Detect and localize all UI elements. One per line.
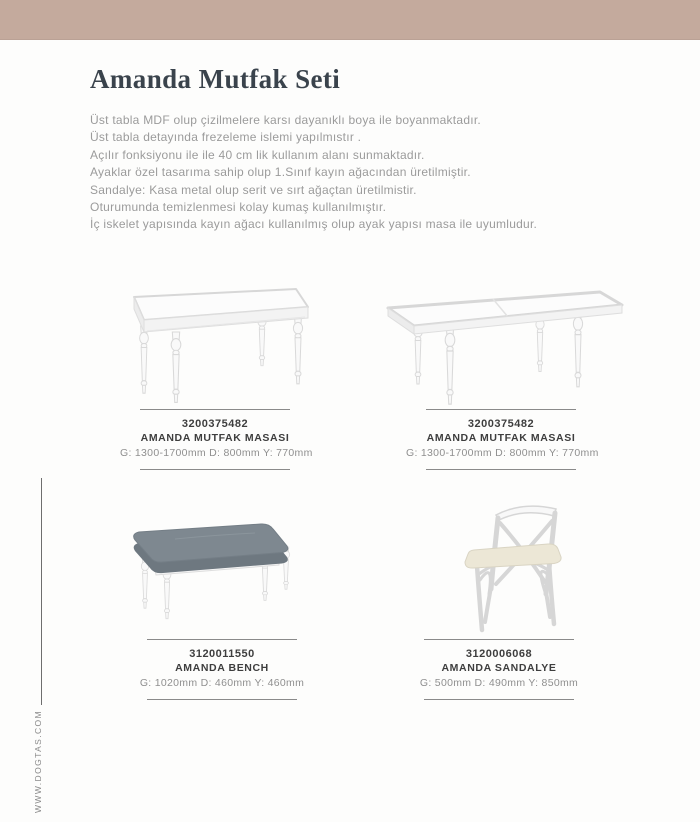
product-name: AMANDA BENCH <box>175 662 269 674</box>
divider <box>424 699 574 700</box>
product-dimensions: G: 1300-1700mm D: 800mm Y: 770mm <box>120 447 313 459</box>
description-line: Üst tabla detayında frezeleme islemi yapılmıstır . <box>90 130 362 145</box>
chair-image <box>420 494 580 644</box>
divider <box>424 639 574 640</box>
product-name: AMANDA MUTFAK MASASI <box>426 432 576 444</box>
description-line: Ayaklar özel tasarıma sahip olup 1.Sınıf kayın ağacından üretilmiştir. <box>90 165 471 180</box>
product-card-chair <box>404 639 594 700</box>
description-line: İç iskelet yapısında kayın ağacı kullanılmış olup ayak yapısı masa ile uyumludur. <box>90 217 538 232</box>
website-vertical-text: WWW.DOGTAS.COM <box>33 710 43 814</box>
sidebar-rule <box>41 478 42 705</box>
divider <box>140 469 290 470</box>
divider <box>147 639 297 640</box>
dining-table-image <box>100 262 330 413</box>
product-code: 3200375482 <box>467 418 535 430</box>
product-card-table-extended <box>406 409 599 470</box>
divider <box>140 409 290 410</box>
product-name: AMANDA SANDALYE <box>441 662 557 674</box>
bench-image <box>115 495 325 640</box>
product-card-bench <box>127 639 317 700</box>
description-line: Oturumunda temizlenmesi kolay kumaş kullanılmıştır. <box>90 200 387 215</box>
extended-dining-table-image <box>372 262 632 413</box>
product-dimensions: G: 500mm D: 490mm Y: 850mm <box>419 677 579 689</box>
description-line: Sandalye: Kasa metal olup serit ve sırt ağaçtan üretilmistir. <box>90 182 417 197</box>
product-code: 3120011550 <box>189 648 255 660</box>
description-line: Açılır fonksiyonu ile ile 40 cm lik kullanım alanı sunmaktadır. <box>90 147 425 162</box>
header-band <box>0 0 700 40</box>
product-code: 3200375482 <box>181 418 249 430</box>
divider <box>426 469 576 470</box>
product-dimensions: G: 1300-1700mm D: 800mm Y: 770mm <box>406 447 599 459</box>
page-title: Amanda Mutfak Seti <box>90 64 341 94</box>
description-line: Üst tabla MDF olup çizilmelere karsı dayanıklı boya ile boyanmaktadır. <box>90 113 481 127</box>
divider <box>147 699 297 700</box>
product-code: 3120006068 <box>465 648 533 660</box>
product-card-table <box>120 409 313 470</box>
divider <box>426 409 576 410</box>
product-name: AMANDA MUTFAK MASASI <box>140 432 290 444</box>
product-description <box>90 112 537 234</box>
product-dimensions: G: 1020mm D: 460mm Y: 460mm <box>139 677 305 689</box>
